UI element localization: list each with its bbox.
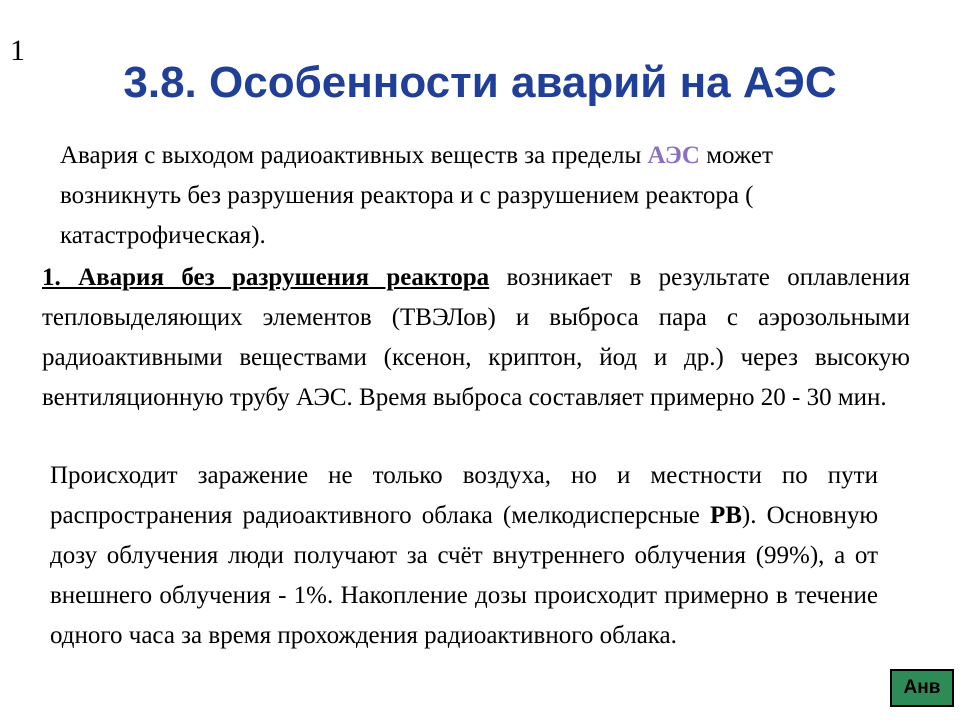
nav-button[interactable]: Анв <box>890 669 954 707</box>
intro-paragraph <box>60 136 900 256</box>
section1-paragraph <box>42 258 910 418</box>
section1-heading: 1. Авария без разрушения реактора <box>42 264 490 291</box>
section2-bold-term: РВ <box>709 502 742 529</box>
section2-text-end: ). Основную дозу облучения люди получают за счёт внутреннего облучения (99%), а от внешнего облучения - 1%. Накопление дозы происходит примерно в течение одного часа за время прохождения радиоактивного облака. <box>50 502 878 649</box>
slide-number: 1 <box>10 34 25 67</box>
intro-highlight: АЭС <box>647 142 700 169</box>
section1-text: возникает в результате оплавления тепловыделяющих элементов (ТВЭЛов) и выброса пара с аэрозольными радиоактивными веществами (ксенон, криптон, йод и др.) через высокую вентиляционную трубу АЭС. Время выброса составляет примерно 20 - 30 мин. <box>42 264 910 411</box>
page-title: 3.8. Особенности аварий на АЭС <box>123 58 837 107</box>
intro-text-end: может возникнуть без разрушения реактора и с разрушением реактора ( катастрофическая). <box>60 142 773 249</box>
intro-text-start: Авария с выходом радиоактивных веществ за пределы <box>60 142 648 169</box>
section2-text-start: Происходит заражение не только воздуха, но и местности по пути распространения радиоактивного облака (мелкодисперсные <box>50 462 878 529</box>
section2-paragraph <box>50 456 878 656</box>
